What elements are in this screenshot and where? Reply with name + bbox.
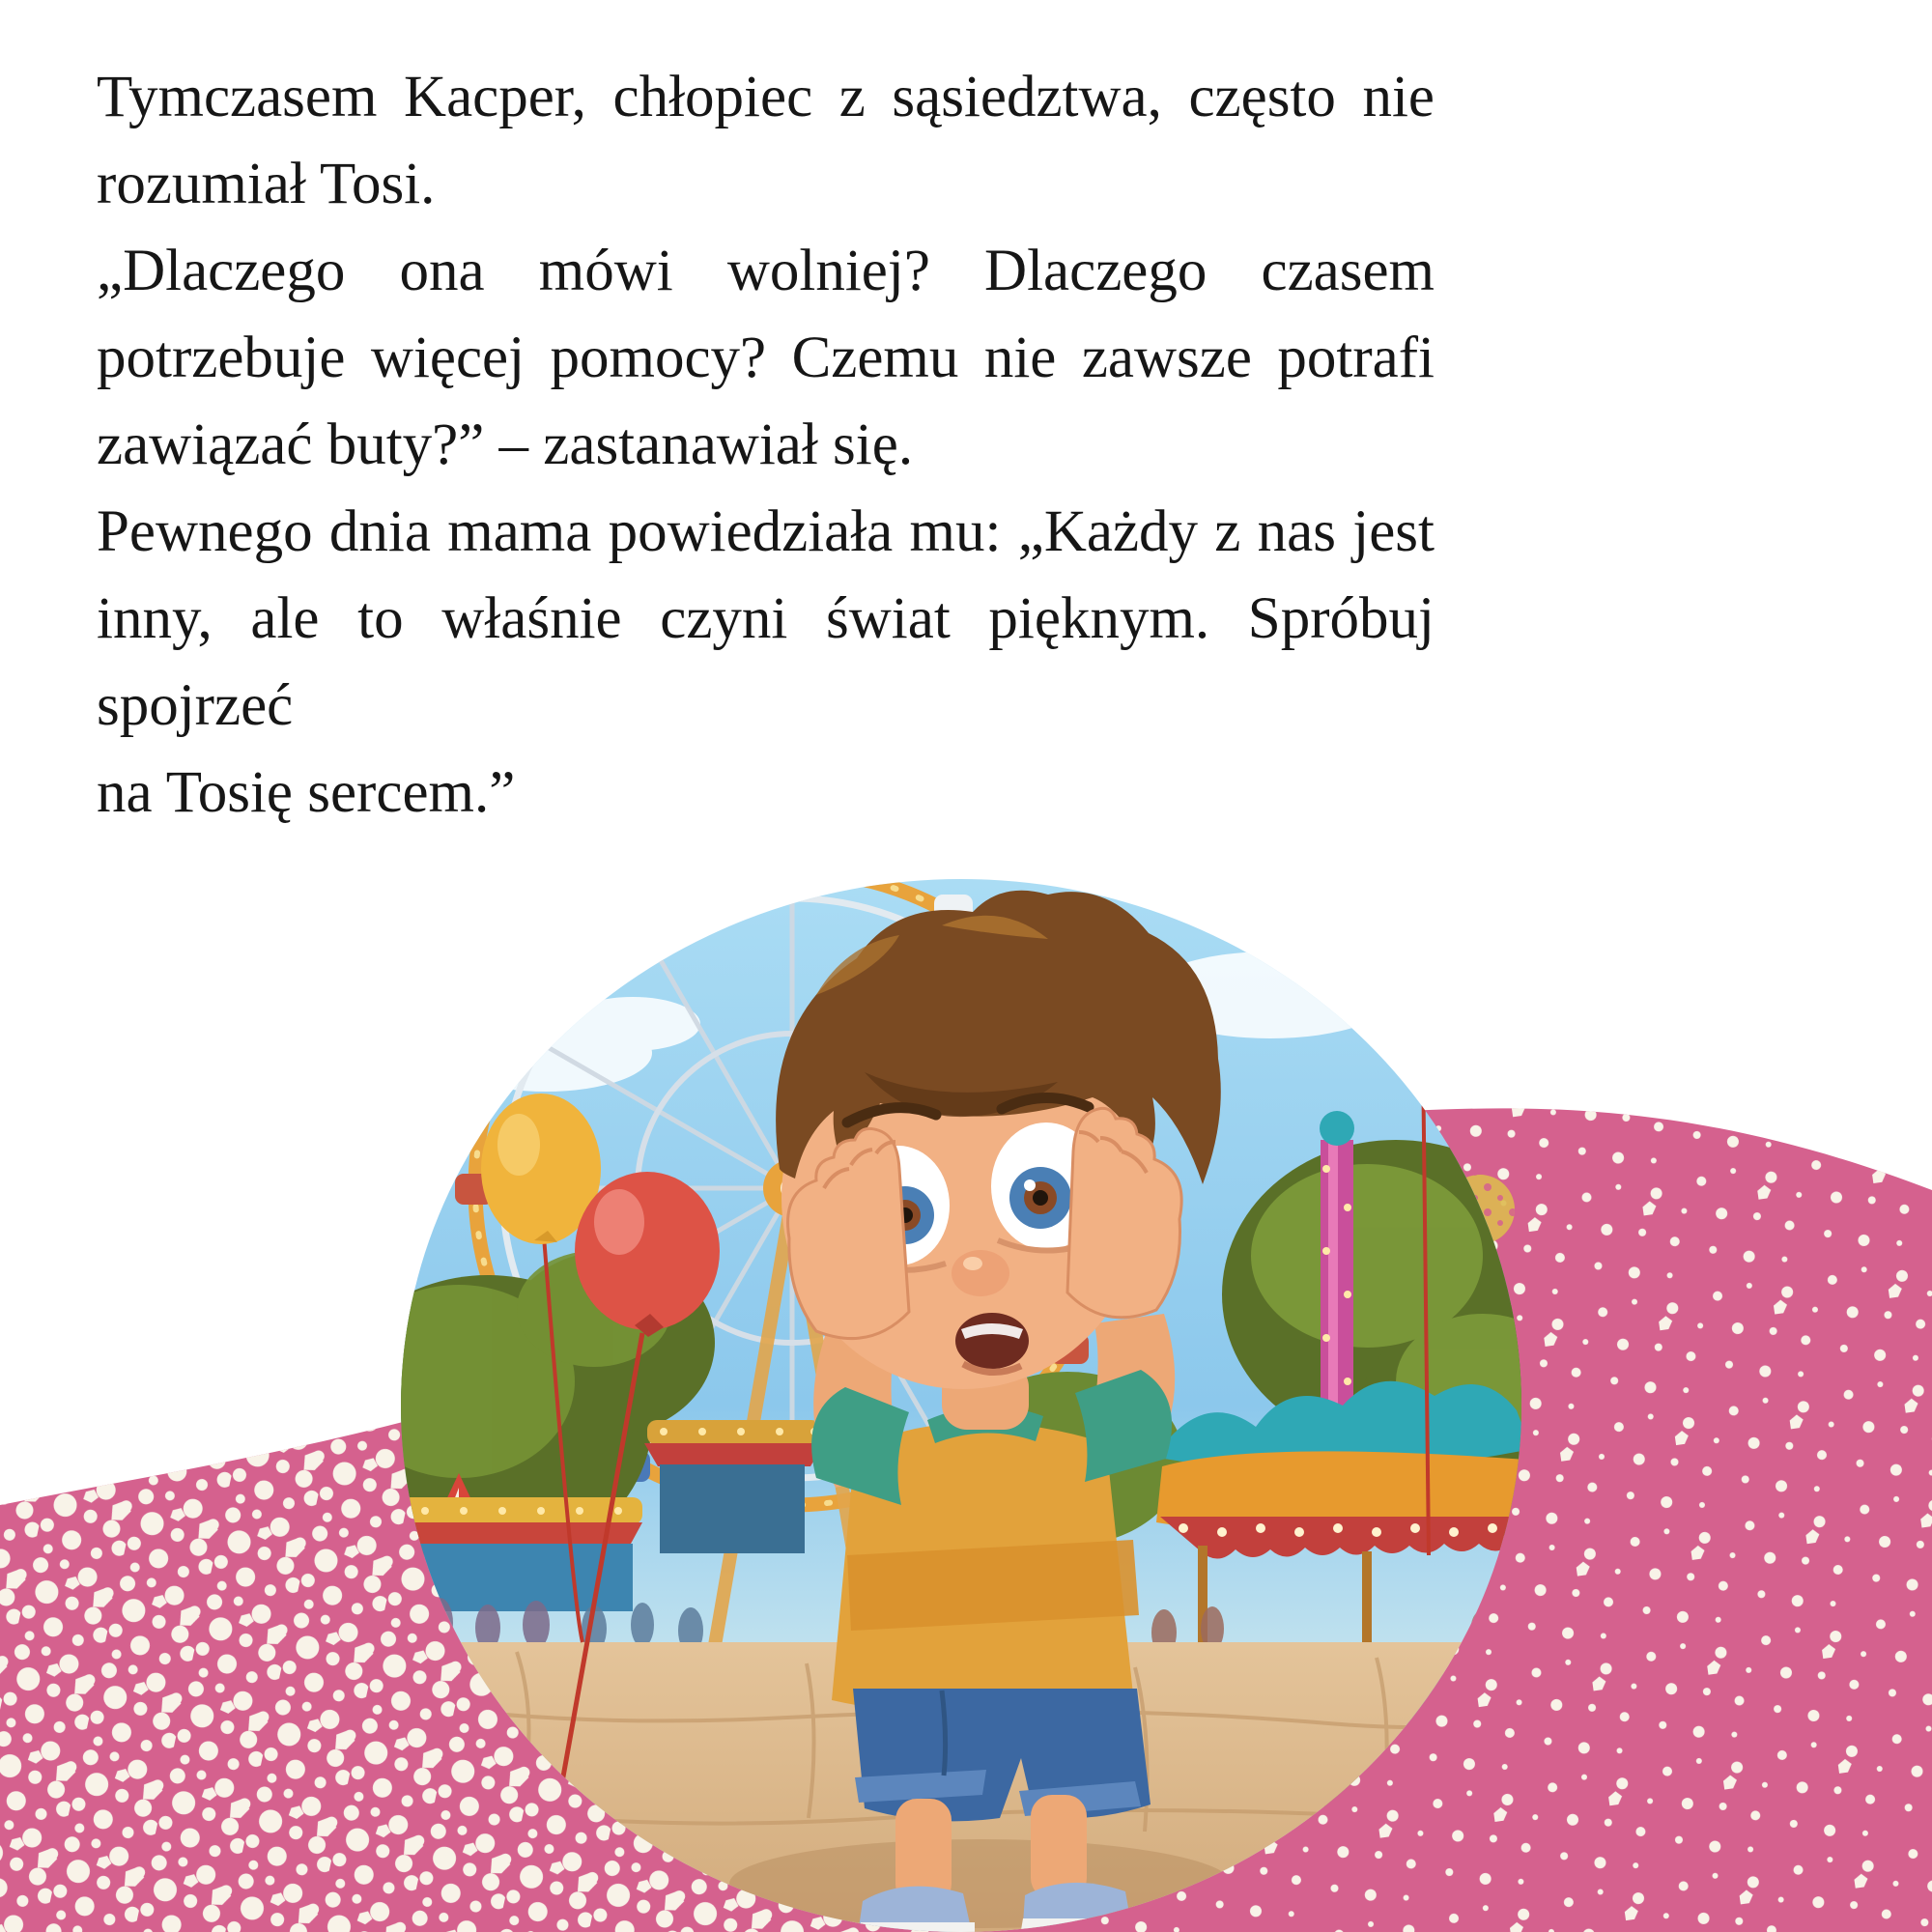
story-text <box>97 54 1435 837</box>
story-line: na Tosię sercem.” <box>97 760 516 825</box>
story-line: „Dlaczego ona mówi wolniej? Dlaczego czasem <box>97 239 1435 303</box>
boy-nose <box>952 1250 1009 1296</box>
story-line: rozumiał Tosi. <box>97 152 436 216</box>
story-paragraph <box>97 228 1435 489</box>
story-paragraph <box>97 54 1435 228</box>
illustration-canvas <box>401 879 1521 1932</box>
story-line: zawiązać buty?” – zastanawiał się. <box>97 412 914 477</box>
story-line: Pewnego dnia mama powiedziała mu: „Każdy z nas jest <box>97 499 1435 564</box>
boy-mouth <box>955 1313 1029 1369</box>
story-line: potrzebuje więcej pomocy? Czemu nie zawsze potrafi <box>97 326 1435 390</box>
story-paragraph <box>97 489 1435 837</box>
illustration <box>401 879 1521 1932</box>
story-line: Tymczasem Kacper, chłopiec z sąsiedztwa, często nie <box>97 65 1435 129</box>
story-line: inny, ale to właśnie czyni świat pięknym. Spróbuj spojrzeć <box>97 586 1435 738</box>
